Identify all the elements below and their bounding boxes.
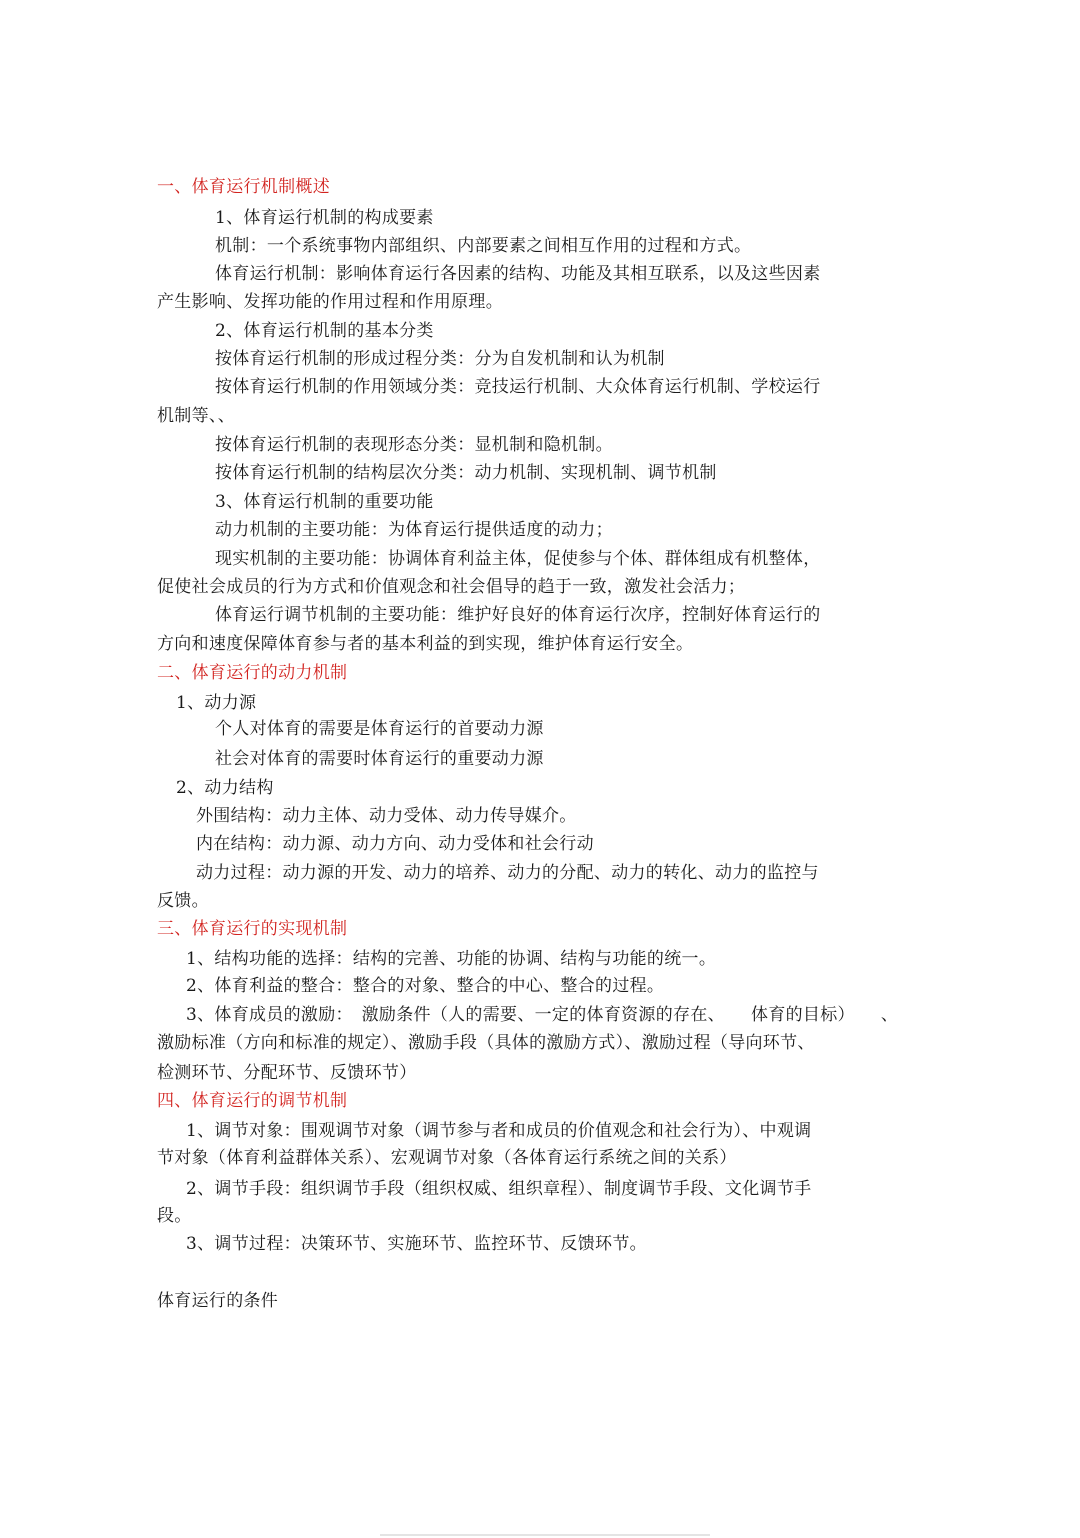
paragraph: 激励标准（方向和标准的规定）、激励手段（具体的激励方式）、激励过程（导向环节、	[157, 1033, 815, 1053]
paragraph: 促使社会成员的行为方式和价值观念和社会倡导的趋于一致，激发社会活力；	[157, 577, 746, 597]
paragraph: 2、调节手段：组织调节手段（组织权威、组织章程）、制度调节手段、文化调节手	[186, 1179, 812, 1199]
paragraph: 机制等、、	[157, 406, 235, 426]
subheading: 2、体育运行机制的基本分类	[215, 321, 434, 341]
paragraph: 机制：一个系统事物内部组织、内部要素之间相互作用的过程和方式。	[215, 236, 752, 256]
section-heading-3: 三、体育运行的实现机制	[157, 919, 348, 939]
section-heading-2: 二、体育运行的动力机制	[157, 663, 348, 683]
paragraph: 产生影响、发挥功能的作用过程和作用原理。	[157, 292, 503, 312]
paragraph: 3、调节过程：决策环节、实施环节、监控环节、反馈环节。	[186, 1234, 647, 1254]
paragraph: 按体育运行机制的形成过程分类：分为自发机制和认为机制	[215, 349, 665, 369]
paragraph: 外围结构：动力主体、动力受体、动力传导媒介。	[196, 806, 577, 826]
paragraph: 段。	[157, 1206, 192, 1226]
paragraph: 1、结构功能的选择：结构的完善、功能的协调、结构与功能的统一。	[186, 949, 717, 969]
paragraph: 体育运行机制：影响体育运行各因素的结构、功能及其相互联系，以及这些因素	[215, 264, 821, 284]
paragraph: 3、体育成员的激励： 激励条件（人的需要、一定的体育资源的存在、 体育的目标） 、	[186, 1005, 899, 1025]
paragraph: 内在结构：动力源、动力方向、动力受体和社会行动	[196, 834, 594, 854]
paragraph: 2、体育利益的整合：整合的对象、整合的中心、整合的过程。	[186, 976, 665, 996]
subheading: 3、体育运行机制的重要功能	[215, 492, 434, 512]
paragraph: 现实机制的主要功能：协调体育利益主体，促使参与个体、群体组成有机整体，	[215, 549, 821, 569]
paragraph: 社会对体育的需要时体育运行的重要动力源	[215, 749, 544, 769]
paragraph: 检测环节、分配环节、反馈环节）	[157, 1063, 417, 1083]
subheading: 2、动力结构	[176, 778, 274, 798]
paragraph: 体育运行调节机制的主要功能：维护好良好的体育运行次序，控制好体育运行的	[215, 605, 821, 625]
paragraph: 按体育运行机制的结构层次分类：动力机制、实现机制、调节机制	[215, 463, 717, 483]
footer-text: 体育运行的条件	[157, 1291, 279, 1311]
paragraph: 1、调节对象：围观调节对象（调节参与者和成员的价值观念和社会行为）、中观调	[186, 1121, 812, 1141]
section-heading-4: 四、体育运行的调节机制	[157, 1091, 348, 1111]
section-heading-1: 一、体育运行机制概述	[157, 177, 330, 197]
paragraph: 反馈。	[157, 891, 209, 911]
paragraph: 个人对体育的需要是体育运行的首要动力源	[215, 719, 544, 739]
paragraph: 按体育运行机制的作用领域分类：竞技运行机制、大众体育运行机制、学校运行	[215, 377, 821, 397]
page-edge-divider	[380, 1534, 710, 1536]
subheading: 1、动力源	[176, 693, 257, 713]
paragraph: 方向和速度保障体育参与者的基本利益的到实现，维护体育运行安全。	[157, 634, 694, 654]
paragraph: 动力机制的主要功能：为体育运行提供适度的动力；	[215, 520, 613, 540]
subheading: 1、体育运行机制的构成要素	[215, 208, 434, 228]
paragraph: 节对象（体育利益群体关系）、宏观调节对象（各体育运行系统之间的关系）	[157, 1148, 737, 1168]
paragraph: 按体育运行机制的表现形态分类：显机制和隐机制。	[215, 435, 613, 455]
paragraph: 动力过程：动力源的开发、动力的培养、动力的分配、动力的转化、动力的监控与	[196, 863, 819, 883]
